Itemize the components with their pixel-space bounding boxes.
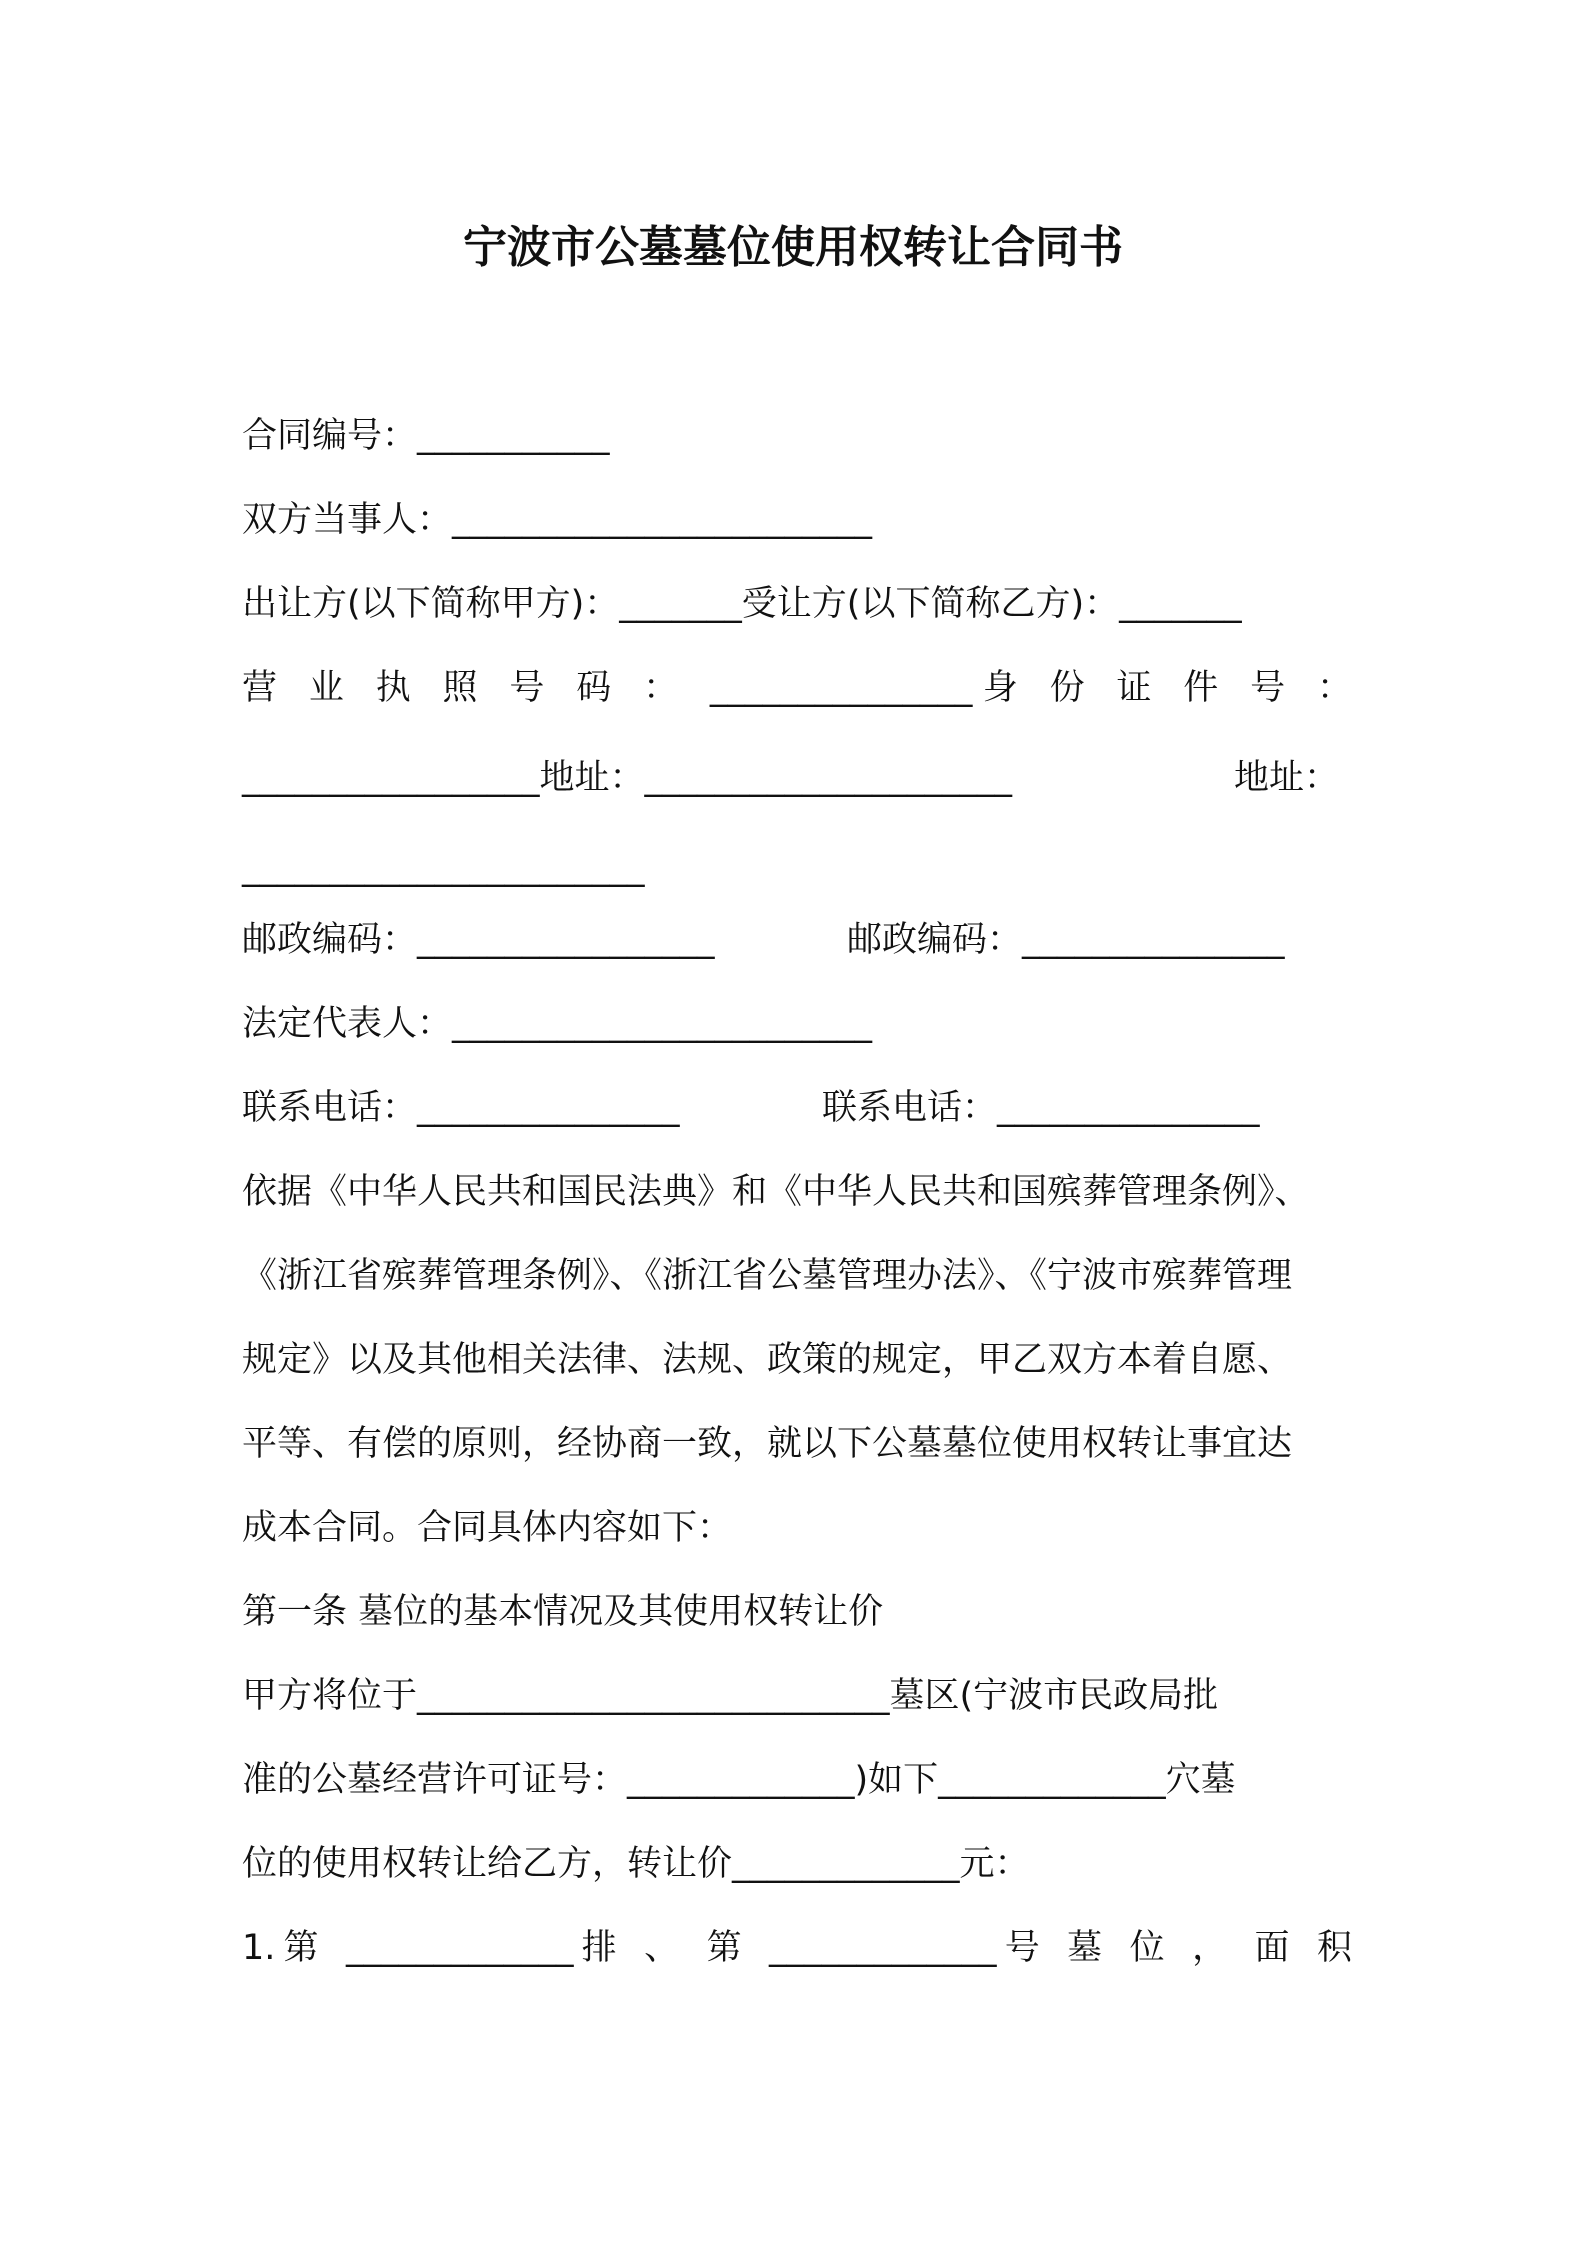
article-1-title: 第一条 墓位的基本情况及其使用权转让价: [242, 1592, 884, 1632]
postal-code-line: [242, 910, 1352, 970]
preamble-line-2: 《浙江省殡葬管理条例》、《浙江省公墓管理办法》、《宁波市殡葬管理: [242, 1256, 1293, 1296]
preamble-line-1: 依据《中华人民共和国民法典》和《中华人民共和国殡葬管理条例》、: [242, 1172, 1310, 1212]
phone-right: 联系电话：_______________: [822, 1088, 1260, 1128]
phone-left: 联系电话：_______________: [242, 1088, 680, 1128]
preamble-line-4: 平等、有偿的原则，经协商一致，就以下公墓墓位使用权转让事宜达: [242, 1424, 1293, 1464]
address-line: [242, 748, 1352, 808]
preamble-line-5: 成本合同。合同具体内容如下：: [242, 1508, 733, 1548]
article-1-paragraph-3: 位的使用权转让给乙方，转让价_____________元：: [242, 1844, 1030, 1884]
postal-code-right: 邮政编码：_______________: [847, 920, 1285, 960]
transferor-transferee-line: 出让方(以下简称甲方)：_______受让方(以下简称乙方)：_______: [242, 584, 1242, 624]
address-right: 地址：: [1234, 758, 1340, 798]
legal-representative-line: 法定代表人：________________________: [242, 1004, 873, 1044]
article-1-paragraph-1: 甲方将位于___________________________墓区(宁波市民政局批: [242, 1676, 1219, 1716]
address-left: _________________地址：_____________________: [242, 758, 1013, 798]
address-continuation-line: _______________________: [242, 848, 645, 888]
article-1-item-1: 1.第 _____________排 、 第 _____________号 墓 位 ， 面 积: [242, 1928, 1352, 1968]
license-id-line: 营 业 执 照 号 码 ： _______________身 份 证 件 号 ：: [242, 668, 1352, 708]
page-title: 宁波市公墓墓位使用权转让合同书: [463, 222, 1123, 273]
contract-number-line: 合同编号：___________: [242, 416, 610, 456]
phone-line: [242, 1078, 1352, 1138]
parties-line: 双方当事人：________________________: [242, 500, 873, 540]
preamble-line-3: 规定》以及其他相关法律、法规、政策的规定，甲乙双方本着自愿、: [242, 1340, 1293, 1380]
article-1-paragraph-2: 准的公墓经营许可证号：_____________)如下_____________穴墓: [242, 1760, 1236, 1800]
postal-code-left: 邮政编码：_________________: [242, 920, 715, 960]
